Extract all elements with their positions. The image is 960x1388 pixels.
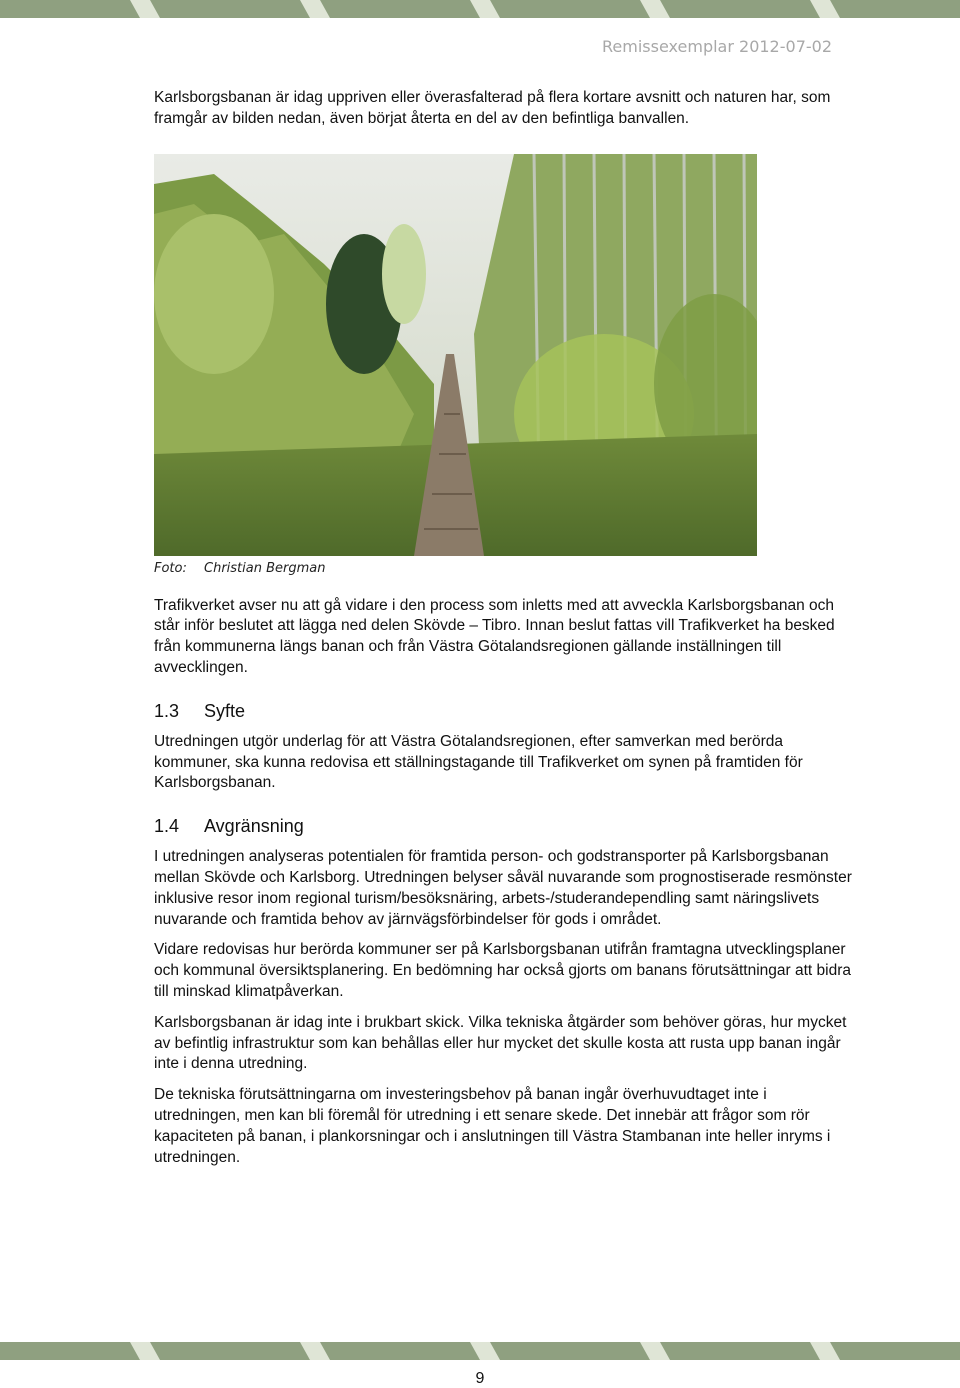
page-number: 9 — [475, 1370, 485, 1387]
document-body — [154, 88, 854, 1178]
syfte-paragraph: Utredningen utgör underlag för att Västra Götalandsregionen, efter samverkan med berörda kommuner, ska kunna redovisa ett ställningstagande till Trafikverket om synen på framtiden för Karlsborgsbanan. — [154, 732, 803, 792]
intro-paragraph: Karlsborgsbanan är idag uppriven eller överasfalterad på flera kortare avsnitt och naturen har, som framgår av bilden nedan, även börjat återta en del av den befintliga banvallen. — [154, 89, 831, 127]
section-number: 1.3 — [154, 700, 180, 721]
caption-label: Foto: — [154, 560, 187, 576]
avgransning-paragraph: De tekniska förutsättningarna om investeringsbehov på banan ingår överhuvudtaget inte i utredningen, men kan bli föremål för utredning i ett senare skede. Det innebär att frågor som rör kapaciteten på banan, i plankorsningar och i anslutningen till Västra Stambanan inte heller inryms i utredningen. — [154, 1086, 831, 1166]
section-title: Syfte — [204, 700, 246, 721]
section-number: 1.4 — [154, 816, 180, 837]
avgransning-paragraph: Karlsborgsbanan är idag inte i brukbart skick. Vilka tekniska åtgärder som behöver göras, hur mycket av befintlig infrastruktur som kan behållas eller hur mycket det skulle kosta att rusta upp banan ingår inte i denna utredning. — [154, 1013, 847, 1073]
section-title: Avgränsning — [204, 816, 304, 837]
header-stripe — [0, 0, 960, 18]
remiss-header-note: Remissexemplar 2012-07-02 — [602, 37, 832, 56]
avgransning-paragraph: Vidare redovisas hur berörda kommuner ser på Karlsborgsbanan utifrån framtagna utvecklingsplaner och kommunal översiktsplanering. En bedömning har också gjorts om banans förutsättningar att bidra till minskad klimatpåverkan. — [154, 941, 852, 1000]
caption-photographer: Christian Bergman — [204, 560, 326, 576]
section-heading-syfte — [154, 701, 854, 722]
section-heading-avgransning — [154, 816, 854, 837]
process-paragraph: Trafikverket avser nu att gå vidare i den process som inletts med att avveckla Karlsborgsbanan och står inför beslutet att lägga ned delen Skövde – Tibro. Innan beslut fattas vill Trafikverket ha besked från kommunerna längs banan och från Västra Götalandsregionen gällande inställningen till avvecklingen. — [154, 596, 835, 676]
railway-photo — [154, 154, 757, 556]
photo-caption — [154, 561, 854, 576]
footer-stripe — [0, 1342, 960, 1360]
avgransning-paragraph: I utredningen analyseras potentialen för framtida person- och godstransporter på Karlsborgsbanan mellan Skövde och Karlsborg. Utredningen belyser såväl nuvarande som prognostiserade resmönster inklusive resor inom regional turism/besöksnäring, arbets-/studerandependling samt näringslivets nuvarande och framtida behov av järnvägsförbindelser för gods i området. — [154, 848, 852, 928]
